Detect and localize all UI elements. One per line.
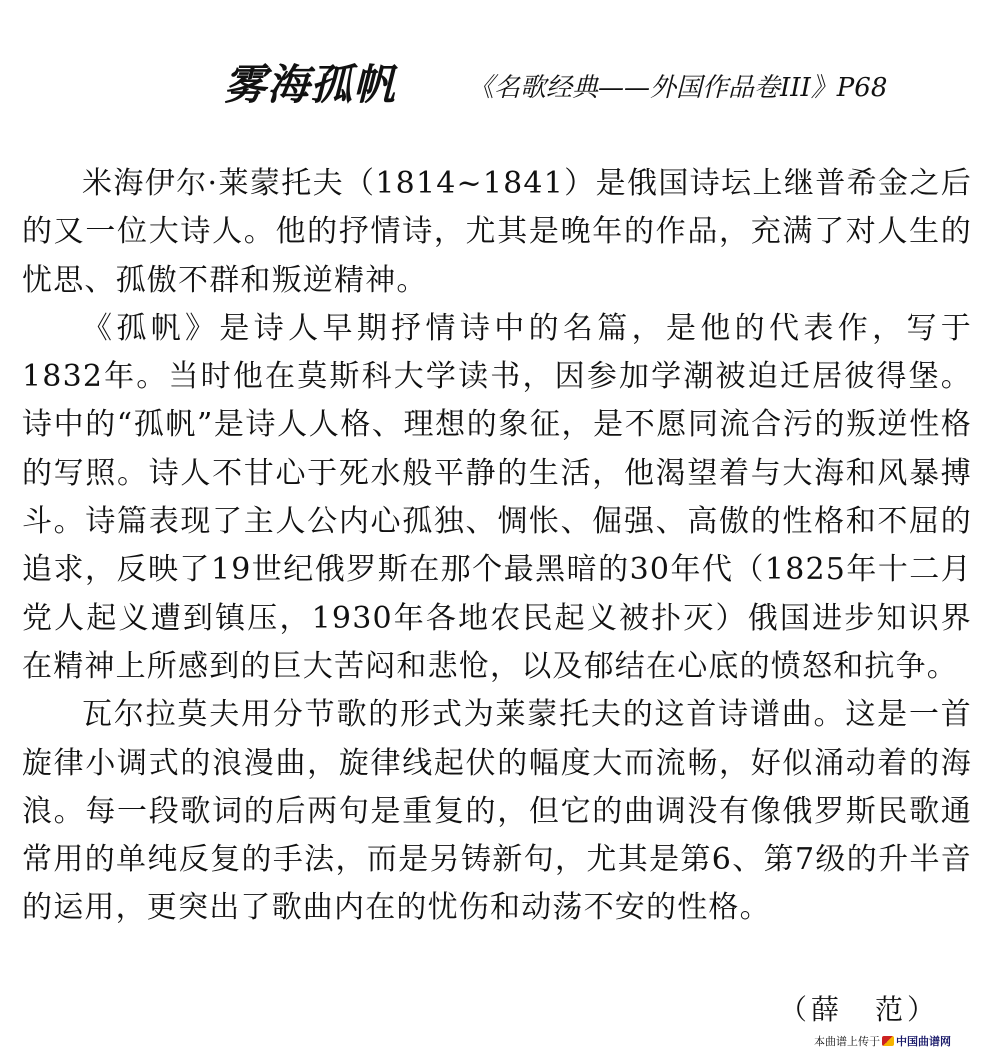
article-body [22, 160, 972, 933]
site-logo-icon [882, 1036, 894, 1046]
article-paragraph-2: 《孤帆》是诗人早期抒情诗中的名篇，是他的代表作，写于1832年。当时他在莫斯科大学读书，因参加学潮被迫迁居彼得堡。诗中的“孤帆”是诗人人格、理想的象征，是不愿同流合污的叛逆性格的写照。诗人不甘心于死水般平静的生活，他渴望着与大海和风暴搏斗。诗篇表现了主人公内心孤独、惆怅、倔强、高傲的性格和不屈的追求，反映了19世纪俄罗斯在那个最黑暗的30年代（1825年十二月党人起义遭到镇压，1930年各地农民起义被扑灭）俄国进步知识界在精神上所感到的巨大苦闷和悲怆，以及郁结在心底的愤怒和抗争。 [22, 310, 972, 684]
page-title: 雾海孤帆 [224, 60, 397, 109]
author-signature: （薛 范） [778, 993, 939, 1026]
credit-prefix: 本曲谱上传于 [814, 1035, 880, 1048]
source-reference: 《名歌经典——外国作品卷III》P68 [468, 73, 888, 103]
article-paragraph-1: 米海伊尔·莱蒙托夫（1814~1841）是俄国诗坛上继普希金之后的又一位大诗人。他的抒情诗，尤其是晚年的作品，充满了对人生的忧思、孤傲不群和叛逆精神。 [22, 166, 972, 298]
upload-credit [814, 1034, 951, 1050]
site-name: 中国曲谱网 [896, 1035, 951, 1048]
article-paragraph-3: 瓦尔拉莫夫用分节歌的形式为莱蒙托夫的这首诗谱曲。这是一首旋律小调式的浪漫曲，旋律线起伏的幅度大而流畅，好似涌动着的海浪。每一段歌词的后两句是重复的，但它的曲调没有像俄罗斯民歌通常用的单纯反复的手法，而是另铸新句，尤其是第6、第7级的升半音的运用，更突出了歌曲内在的忧伤和动荡不安的性格。 [22, 697, 972, 926]
